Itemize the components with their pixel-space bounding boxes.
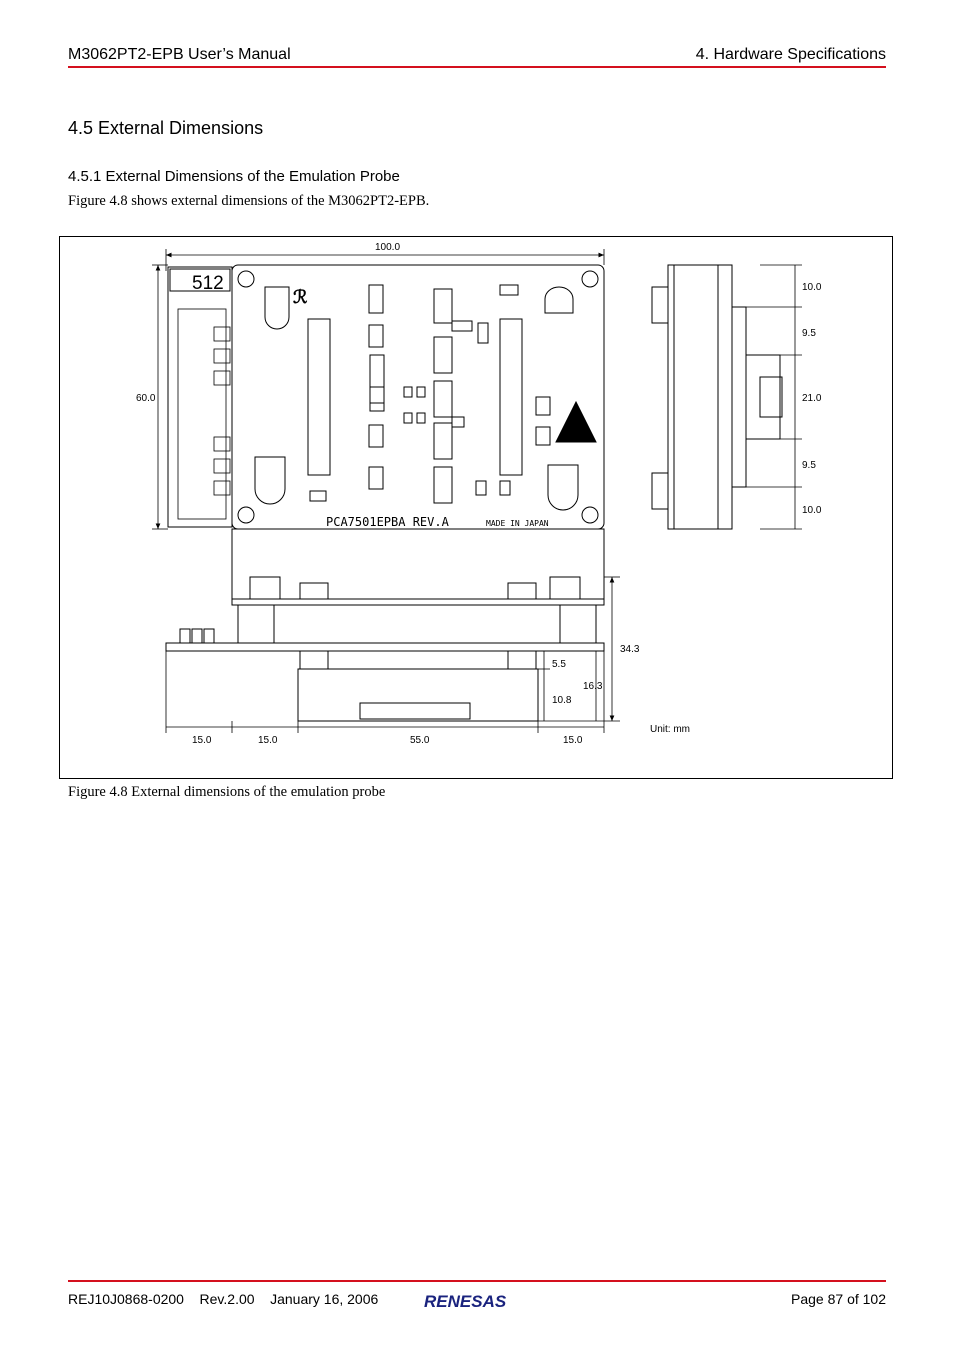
figure-frame: [59, 236, 893, 779]
front-view: [166, 529, 604, 721]
pin-grid: [178, 309, 226, 519]
dim-bottom-15c: 15.0: [563, 735, 583, 746]
renesas-logo: [420, 1288, 536, 1312]
dim-bottom-15b: 15.0: [258, 735, 278, 746]
dim-bottom-55: 55.0: [410, 735, 430, 746]
cap-c4: [548, 465, 578, 510]
dim-right-10b: 10.0: [802, 505, 822, 516]
dim-height-343: 34.3: [620, 644, 640, 655]
svg-text:RENESAS: RENESAS: [424, 1292, 507, 1311]
ic3: [434, 337, 452, 373]
section-title: 4.5 External Dimensions: [68, 118, 264, 138]
dim-bottom-15a: 15.0: [192, 735, 212, 746]
header-chapter-title: 4. Hardware Specifications: [695, 46, 886, 63]
cap-c1: [265, 287, 289, 329]
bottom-connector: [298, 669, 538, 721]
footer-page-number: Page 87 of 102: [791, 1291, 886, 1307]
dimension-drawing: [60, 237, 894, 780]
dim-108: 10.8: [552, 695, 572, 706]
cap-c2: [545, 287, 573, 313]
ic2: [370, 355, 384, 403]
side-view: [652, 265, 782, 529]
dim-right-10a: 10.0: [802, 282, 822, 293]
tp1: [500, 285, 518, 295]
esd-warning-icon: [556, 402, 596, 442]
ic1: [434, 289, 452, 323]
board-number: 512: [192, 273, 224, 294]
subsection-title: 4.5.1 External Dimensions of the Emulation Probe: [68, 168, 400, 185]
made-in-label: MADE IN JAPAN: [486, 519, 549, 528]
ic7: [434, 467, 452, 503]
board-label: PCA7501EPBA REV.A: [326, 515, 449, 529]
ic5: [434, 381, 452, 417]
connector-j1: [308, 319, 330, 475]
ul-mark-icon: ℛ: [293, 287, 308, 307]
dim-163: 16.3: [583, 681, 603, 692]
dim-right-21: 21.0: [802, 393, 822, 404]
tp2: [310, 491, 326, 501]
dim-55: 5.5: [552, 659, 566, 670]
header-rule: [68, 66, 886, 68]
footer-doc-info: REJ10J0868-0200 Rev.2.00 January 16, 2006: [68, 1291, 379, 1307]
cap-c3: [255, 457, 285, 504]
dim-width-top: 100.0: [375, 242, 401, 253]
footer-rule: [68, 1280, 886, 1282]
header-manual-title: M3062PT2-EPB User’s Manual: [68, 46, 291, 63]
dim-right-95a: 9.5: [802, 328, 816, 339]
figure-caption: Figure 4.8 External dimensions of the emulation probe: [68, 784, 386, 800]
body-paragraph: Figure 4.8 shows external dimensions of the M3062PT2-EPB.: [68, 193, 430, 209]
dim-height-left: 60.0: [136, 393, 156, 404]
unit-label: Unit: mm: [650, 724, 690, 735]
connector-j2: [500, 319, 522, 475]
ic6: [434, 423, 452, 459]
dim-right-95b: 9.5: [802, 460, 816, 471]
